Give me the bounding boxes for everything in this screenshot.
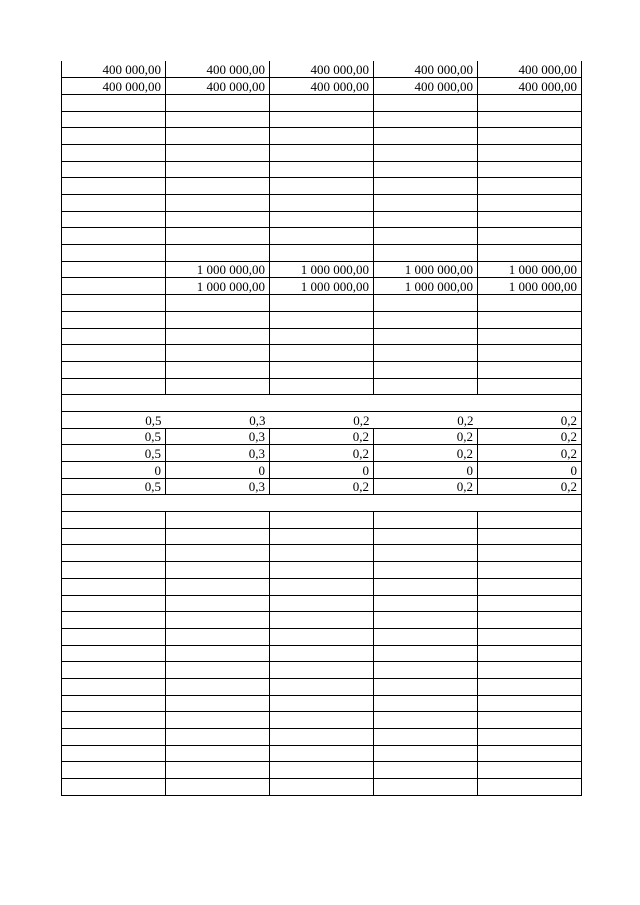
table-cell: 0,5	[62, 428, 166, 445]
table-cell: 1 000 000,00	[374, 261, 478, 278]
table-cell	[478, 645, 582, 662]
table-cell	[62, 144, 166, 161]
table-row	[62, 228, 582, 245]
table-cell	[478, 678, 582, 695]
table-cell	[166, 94, 270, 111]
table-cell: 400 000,00	[62, 78, 166, 95]
table-cell	[478, 195, 582, 212]
table-cell	[166, 695, 270, 712]
table-cell	[270, 612, 374, 629]
table-cell: 0	[374, 462, 478, 479]
table-cell	[374, 512, 478, 529]
table-cell: 1 000 000,00	[374, 278, 478, 295]
table-cell: 1 000 000,00	[478, 278, 582, 295]
table-cell	[62, 361, 166, 378]
table-row	[62, 94, 582, 111]
table-cell	[62, 545, 166, 562]
table-cell	[62, 678, 166, 695]
table-cell	[166, 495, 270, 512]
table-cell	[374, 595, 478, 612]
table-cell	[166, 578, 270, 595]
table-cell	[166, 361, 270, 378]
table-cell	[62, 295, 166, 312]
table-cell	[166, 545, 270, 562]
table-row	[62, 578, 582, 595]
table-row	[62, 211, 582, 228]
table-cell: 0,5	[62, 411, 166, 428]
table-row	[62, 462, 582, 479]
table-cell: 0,2	[478, 445, 582, 462]
table-cell: 0,3	[166, 445, 270, 462]
table-cell	[374, 578, 478, 595]
table-cell	[270, 545, 374, 562]
table-cell	[166, 295, 270, 312]
table-cell	[270, 578, 374, 595]
table-cell	[62, 528, 166, 545]
table-row	[62, 295, 582, 312]
table-cell	[478, 512, 582, 529]
table-cell	[478, 211, 582, 228]
table-cell: 400 000,00	[478, 78, 582, 95]
table-cell	[270, 228, 374, 245]
table-cell: 0,3	[166, 428, 270, 445]
table-cell	[62, 562, 166, 579]
table-row	[62, 245, 582, 262]
table-cell	[478, 578, 582, 595]
table-cell	[270, 762, 374, 779]
table-row	[62, 762, 582, 779]
table-row	[62, 361, 582, 378]
table-cell	[478, 111, 582, 128]
table-cell	[270, 512, 374, 529]
table-cell	[166, 245, 270, 262]
table-cell	[62, 161, 166, 178]
table-cell	[62, 311, 166, 328]
table-cell	[374, 762, 478, 779]
table-row	[62, 678, 582, 695]
table-cell	[478, 345, 582, 362]
table-cell	[374, 628, 478, 645]
table-cell	[478, 228, 582, 245]
table-cell	[166, 612, 270, 629]
table-cell	[374, 395, 478, 412]
table-cell	[374, 678, 478, 695]
table-cell	[270, 161, 374, 178]
table-cell	[374, 745, 478, 762]
table-cell	[374, 528, 478, 545]
table-cell: 400 000,00	[374, 78, 478, 95]
table-cell	[62, 111, 166, 128]
table-cell	[478, 595, 582, 612]
table-row	[62, 111, 582, 128]
table-cell	[62, 729, 166, 746]
table-row	[62, 745, 582, 762]
table-cell	[478, 161, 582, 178]
table-cell	[270, 361, 374, 378]
table-cell	[62, 195, 166, 212]
table-row	[62, 545, 582, 562]
table-cell	[478, 762, 582, 779]
table-cell: 400 000,00	[478, 61, 582, 78]
table-cell	[166, 662, 270, 679]
table-cell: 0,2	[270, 428, 374, 445]
table-cell	[270, 395, 374, 412]
table-cell	[374, 545, 478, 562]
table-cell	[62, 395, 166, 412]
table-row	[62, 78, 582, 95]
table-cell	[166, 211, 270, 228]
table-cell	[478, 729, 582, 746]
table-cell	[166, 178, 270, 195]
table-cell	[374, 662, 478, 679]
table-cell	[166, 328, 270, 345]
table-cell	[270, 245, 374, 262]
table-cell	[478, 361, 582, 378]
table-cell: 0,2	[478, 411, 582, 428]
table-cell	[270, 645, 374, 662]
table-row	[62, 144, 582, 161]
table-cell	[62, 712, 166, 729]
table-cell	[478, 144, 582, 161]
table-cell: 0	[478, 462, 582, 479]
table-cell	[166, 678, 270, 695]
table-cell	[374, 495, 478, 512]
table-cell: 1 000 000,00	[166, 278, 270, 295]
table-cell	[478, 378, 582, 395]
table-cell	[62, 378, 166, 395]
table-cell	[374, 211, 478, 228]
table-cell	[478, 311, 582, 328]
table-cell	[270, 595, 374, 612]
table-cell	[62, 779, 166, 796]
table-cell	[478, 562, 582, 579]
table-cell	[270, 144, 374, 161]
table-row	[62, 512, 582, 529]
table-row	[62, 595, 582, 612]
table-cell: 0,2	[270, 411, 374, 428]
table-row	[62, 562, 582, 579]
table-cell	[374, 245, 478, 262]
table-cell	[166, 311, 270, 328]
table-cell	[62, 328, 166, 345]
table-cell: 400 000,00	[62, 61, 166, 78]
table-cell	[374, 361, 478, 378]
table-row	[62, 695, 582, 712]
table-cell	[62, 512, 166, 529]
table-row	[62, 428, 582, 445]
table-cell: 400 000,00	[166, 78, 270, 95]
table-cell	[62, 612, 166, 629]
table-cell	[62, 228, 166, 245]
table-cell	[478, 695, 582, 712]
table-cell: 0,3	[166, 411, 270, 428]
table-cell	[374, 378, 478, 395]
table-cell: 0,2	[270, 478, 374, 495]
table-cell	[62, 495, 166, 512]
table-cell	[374, 128, 478, 145]
table-cell	[374, 612, 478, 629]
table-cell	[270, 345, 374, 362]
table-cell	[478, 328, 582, 345]
table-cell	[166, 111, 270, 128]
table-row	[62, 328, 582, 345]
table-cell	[478, 128, 582, 145]
table-cell	[62, 178, 166, 195]
table-cell	[62, 345, 166, 362]
table-cell	[166, 562, 270, 579]
table-cell	[478, 245, 582, 262]
spreadsheet-body	[62, 61, 582, 795]
table-row	[62, 662, 582, 679]
table-cell	[374, 161, 478, 178]
table-cell	[270, 695, 374, 712]
table-cell	[270, 729, 374, 746]
table-cell	[62, 245, 166, 262]
table-cell	[374, 111, 478, 128]
table-cell	[62, 595, 166, 612]
table-cell	[166, 595, 270, 612]
table-cell	[166, 378, 270, 395]
table-cell	[62, 662, 166, 679]
table-cell: 0	[270, 462, 374, 479]
table-row	[62, 195, 582, 212]
table-cell	[374, 144, 478, 161]
table-cell: 0,5	[62, 445, 166, 462]
table-cell	[478, 495, 582, 512]
table-cell: 0,2	[374, 445, 478, 462]
table-cell	[62, 628, 166, 645]
table-row	[62, 128, 582, 145]
table-cell	[166, 762, 270, 779]
table-cell	[270, 128, 374, 145]
table-cell	[478, 662, 582, 679]
table-cell	[166, 729, 270, 746]
table-cell	[270, 562, 374, 579]
table-cell	[166, 161, 270, 178]
table-cell	[166, 128, 270, 145]
table-cell	[478, 295, 582, 312]
table-cell	[62, 211, 166, 228]
table-cell: 0,2	[374, 478, 478, 495]
table-cell	[374, 295, 478, 312]
table-cell	[166, 779, 270, 796]
table-cell	[62, 762, 166, 779]
table-row	[62, 345, 582, 362]
table-cell	[374, 228, 478, 245]
table-row	[62, 378, 582, 395]
table-cell: 0,2	[374, 428, 478, 445]
table-cell	[374, 311, 478, 328]
table-cell	[62, 278, 166, 295]
table-cell	[166, 395, 270, 412]
table-cell	[62, 695, 166, 712]
table-cell	[270, 295, 374, 312]
table-row	[62, 729, 582, 746]
table-cell: 0	[166, 462, 270, 479]
table-cell	[270, 779, 374, 796]
table-cell	[270, 495, 374, 512]
table-cell	[374, 178, 478, 195]
table-cell: 400 000,00	[166, 61, 270, 78]
table-cell	[478, 178, 582, 195]
table-row	[62, 779, 582, 796]
table-cell	[374, 195, 478, 212]
table-cell	[270, 662, 374, 679]
table-cell: 400 000,00	[374, 61, 478, 78]
table-row	[62, 311, 582, 328]
table-cell	[374, 779, 478, 796]
table-row	[62, 161, 582, 178]
table-cell: 0,5	[62, 478, 166, 495]
table-cell: 0,3	[166, 478, 270, 495]
table-cell	[166, 528, 270, 545]
table-cell	[270, 195, 374, 212]
table-cell	[270, 378, 374, 395]
table-cell	[270, 712, 374, 729]
table-row	[62, 261, 582, 278]
table-cell: 0,2	[374, 411, 478, 428]
table-cell	[270, 328, 374, 345]
table-cell	[166, 195, 270, 212]
table-cell: 0,2	[270, 445, 374, 462]
table-cell	[270, 211, 374, 228]
table-cell	[374, 328, 478, 345]
table-cell	[62, 261, 166, 278]
table-cell	[478, 779, 582, 796]
table-cell	[270, 311, 374, 328]
table-row	[62, 395, 582, 412]
table-cell	[374, 94, 478, 111]
table-cell	[374, 645, 478, 662]
table-row	[62, 712, 582, 729]
table-cell	[478, 395, 582, 412]
table-row	[62, 645, 582, 662]
table-cell: 0,2	[478, 478, 582, 495]
table-cell	[374, 562, 478, 579]
table-cell	[478, 712, 582, 729]
table-row	[62, 278, 582, 295]
table-cell	[478, 545, 582, 562]
table-cell: 0	[62, 462, 166, 479]
table-cell	[166, 144, 270, 161]
table-cell: 1 000 000,00	[166, 261, 270, 278]
table-row	[62, 61, 582, 78]
table-row	[62, 478, 582, 495]
table-cell	[166, 745, 270, 762]
table-cell	[478, 745, 582, 762]
table-cell: 1 000 000,00	[270, 261, 374, 278]
table-cell	[270, 111, 374, 128]
table-row	[62, 528, 582, 545]
table-row	[62, 495, 582, 512]
table-cell	[270, 678, 374, 695]
table-row	[62, 411, 582, 428]
table-cell	[62, 94, 166, 111]
table-cell	[166, 645, 270, 662]
table-cell: 1 000 000,00	[270, 278, 374, 295]
table-cell	[62, 578, 166, 595]
table-cell	[478, 612, 582, 629]
table-cell	[270, 178, 374, 195]
table-cell	[478, 94, 582, 111]
table-cell: 0,2	[478, 428, 582, 445]
table-cell	[166, 345, 270, 362]
table-cell	[374, 345, 478, 362]
table-cell: 400 000,00	[270, 61, 374, 78]
table-cell	[374, 712, 478, 729]
table-cell	[62, 128, 166, 145]
table-cell	[270, 528, 374, 545]
table-cell	[62, 645, 166, 662]
table-row	[62, 612, 582, 629]
table-row	[62, 178, 582, 195]
table-cell	[478, 628, 582, 645]
table-cell: 1 000 000,00	[478, 261, 582, 278]
table-cell	[166, 512, 270, 529]
table-row	[62, 628, 582, 645]
table-cell	[270, 94, 374, 111]
table-cell	[270, 628, 374, 645]
table-cell	[166, 712, 270, 729]
table-cell	[166, 228, 270, 245]
spreadsheet-table	[61, 61, 582, 796]
table-cell	[478, 528, 582, 545]
table-cell	[374, 729, 478, 746]
table-cell	[270, 745, 374, 762]
table-row	[62, 445, 582, 462]
table-cell	[166, 628, 270, 645]
table-cell: 400 000,00	[270, 78, 374, 95]
table-cell	[374, 695, 478, 712]
table-cell	[62, 745, 166, 762]
